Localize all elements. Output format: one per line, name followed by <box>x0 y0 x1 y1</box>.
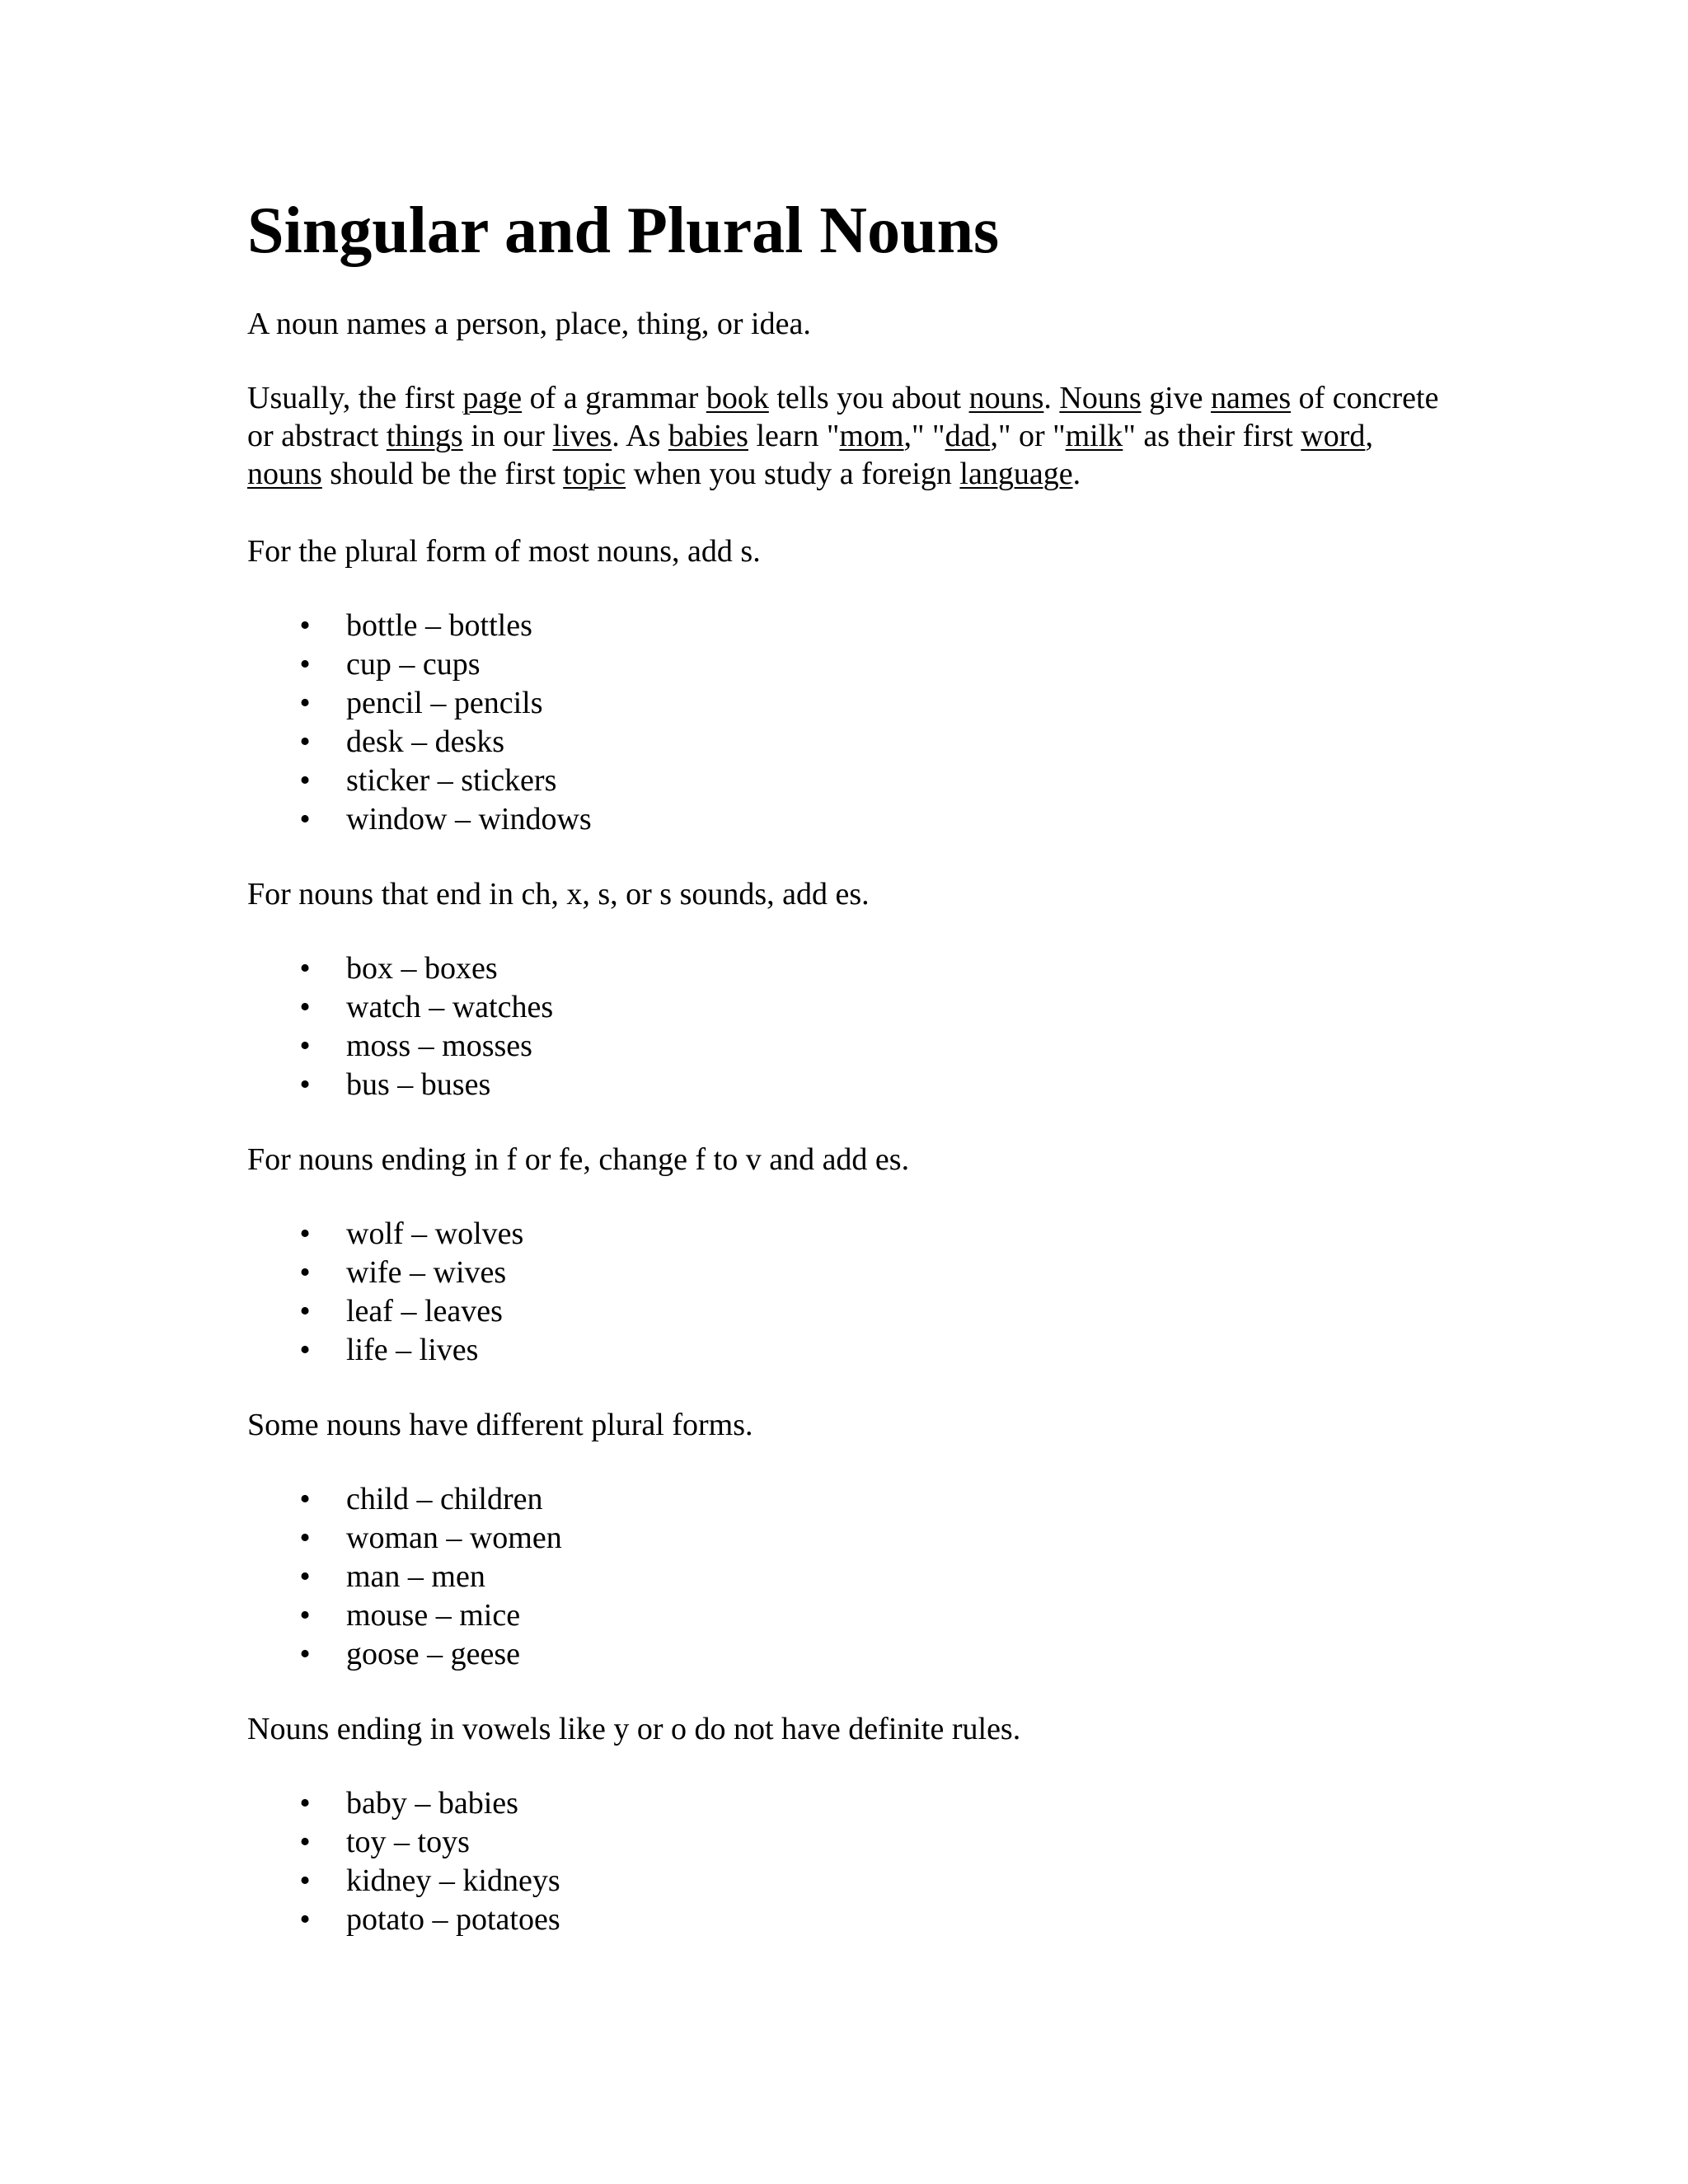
list-item <box>247 1784 1451 1823</box>
list-item-text: baby – babies <box>346 1786 518 1821</box>
rules-container <box>247 532 1451 1939</box>
rule-paragraph: Nouns ending in vowels like y or o do not have definite rules. <box>247 1712 1021 1746</box>
list-item-text: leaf – leaves <box>346 1294 503 1329</box>
bullet-icon: • <box>299 1559 311 1594</box>
intro-text: . As <box>612 419 668 453</box>
word-link-topic[interactable]: topic <box>563 457 626 491</box>
page-title: Singular and Plural Nouns <box>247 194 1000 267</box>
intro-text: tells you about <box>768 381 969 415</box>
bullet-icon: • <box>299 1482 311 1516</box>
list-item-text: watch – watches <box>346 990 554 1024</box>
word-link-nouns[interactable]: Nouns <box>1059 381 1142 415</box>
list-item-text: mouse – mice <box>346 1598 521 1633</box>
bullet-icon: • <box>299 990 311 1024</box>
word-link-lives[interactable]: lives <box>552 419 612 453</box>
list-item <box>247 1823 1451 1862</box>
intro-text: " as their first <box>1123 419 1301 453</box>
rule-paragraph: For the plural form of most nouns, add s. <box>247 534 761 569</box>
rule-paragraph: Some nouns have different plural forms. <box>247 1408 753 1442</box>
bullet-icon: • <box>299 608 311 643</box>
word-link-language[interactable]: language <box>959 457 1073 491</box>
list-item <box>247 1292 1451 1331</box>
example-list <box>247 1215 1451 1370</box>
bullet-icon: • <box>299 1825 311 1859</box>
word-link-names[interactable]: names <box>1211 381 1292 415</box>
word-link-babies[interactable]: babies <box>668 419 748 453</box>
list-item <box>247 1635 1451 1674</box>
list-item-text: woman – women <box>346 1521 562 1555</box>
word-link-things[interactable]: things <box>386 419 463 453</box>
bullet-icon: • <box>299 1902 311 1937</box>
list-item <box>247 800 1451 839</box>
list-item-text: wife – wives <box>346 1255 507 1290</box>
bullet-icon: • <box>299 1598 311 1633</box>
example-list <box>247 949 1451 1104</box>
list-item <box>247 988 1451 1027</box>
intro-text: ," or " <box>990 419 1066 453</box>
bullet-icon: • <box>299 1333 311 1367</box>
list-item-text: bottle – bottles <box>346 608 532 643</box>
list-item-text: cup – cups <box>346 647 481 682</box>
example-list <box>247 607 1451 839</box>
list-item <box>247 1066 1451 1104</box>
bullet-icon: • <box>299 1294 311 1329</box>
list-item <box>247 1027 1451 1066</box>
intro-text: when you study a foreign <box>626 457 960 491</box>
list-item-text: life – lives <box>346 1333 479 1367</box>
intro-text: in our <box>462 419 553 453</box>
word-link-page[interactable]: page <box>462 381 523 415</box>
word-link-dad[interactable]: dad <box>945 419 991 453</box>
document-page <box>247 190 1451 1975</box>
list-item <box>247 607 1451 645</box>
intro-text: , <box>1365 419 1373 453</box>
list-item <box>247 1900 1451 1939</box>
intro-text: should be the first <box>321 457 564 491</box>
example-list <box>247 1784 1451 1939</box>
list-item <box>247 1596 1451 1635</box>
list-item <box>247 1558 1451 1596</box>
bullet-icon: • <box>299 951 311 986</box>
list-item-text: child – children <box>346 1482 543 1516</box>
list-item-text: kidney – kidneys <box>346 1863 560 1898</box>
word-link-word[interactable]: word <box>1301 419 1366 453</box>
intro-text: ," " <box>903 419 945 453</box>
list-item <box>247 684 1451 723</box>
bullet-icon: • <box>299 686 311 720</box>
list-item-text: potato – potatoes <box>346 1902 560 1937</box>
definition-paragraph: A noun names a person, place, thing, or idea. <box>247 307 811 341</box>
list-item <box>247 645 1451 684</box>
example-list <box>247 1480 1451 1674</box>
intro-text: . <box>1072 457 1081 491</box>
rule-paragraph: For nouns ending in f or fe, change f to v and add es. <box>247 1142 910 1177</box>
bullet-icon: • <box>299 763 311 798</box>
list-item-text: box – boxes <box>346 951 498 986</box>
bullet-icon: • <box>299 647 311 682</box>
word-link-book[interactable]: book <box>706 381 769 415</box>
intro-text: of a grammar <box>522 381 706 415</box>
list-item <box>247 723 1451 762</box>
list-item-text: window – windows <box>346 802 592 837</box>
list-item <box>247 1480 1451 1519</box>
intro-text: Usually, the first <box>247 381 463 415</box>
bullet-icon: • <box>299 1863 311 1898</box>
intro-text: give <box>1141 381 1212 415</box>
intro-text: . <box>1043 381 1060 415</box>
list-item <box>247 762 1451 800</box>
list-item <box>247 949 1451 988</box>
rule-paragraph: For nouns that end in ch, x, s, or s sounds, add es. <box>247 877 870 912</box>
list-item-text: moss – mosses <box>346 1029 532 1063</box>
list-item <box>247 1862 1451 1900</box>
list-item-text: man – men <box>346 1559 485 1594</box>
intro-paragraph <box>247 379 1451 493</box>
list-item-text: sticker – stickers <box>346 763 557 798</box>
bullet-icon: • <box>299 1067 311 1102</box>
word-link-milk[interactable]: milk <box>1065 419 1123 453</box>
bullet-icon: • <box>299 1216 311 1251</box>
list-item <box>247 1331 1451 1370</box>
word-link-mom[interactable]: mom <box>839 419 904 453</box>
list-item-text: toy – toys <box>346 1825 470 1859</box>
bullet-icon: • <box>299 1255 311 1290</box>
word-link-nouns[interactable]: nouns <box>968 381 1044 415</box>
bullet-icon: • <box>299 802 311 837</box>
list-item <box>247 1519 1451 1558</box>
list-item-text: desk – desks <box>346 724 505 759</box>
list-item-text: goose – geese <box>346 1637 521 1671</box>
bullet-icon: • <box>299 1029 311 1063</box>
list-item <box>247 1215 1451 1254</box>
intro-text: of concrete or abstract <box>247 381 1439 453</box>
intro-text: learn " <box>748 419 840 453</box>
word-link-nouns[interactable]: nouns <box>247 457 322 491</box>
list-item-text: wolf – wolves <box>346 1216 524 1251</box>
list-item-text: bus – buses <box>346 1067 491 1102</box>
bullet-icon: • <box>299 724 311 759</box>
bullet-icon: • <box>299 1521 311 1555</box>
bullet-icon: • <box>299 1637 311 1671</box>
list-item <box>247 1254 1451 1292</box>
list-item-text: pencil – pencils <box>346 686 543 720</box>
bullet-icon: • <box>299 1786 311 1821</box>
